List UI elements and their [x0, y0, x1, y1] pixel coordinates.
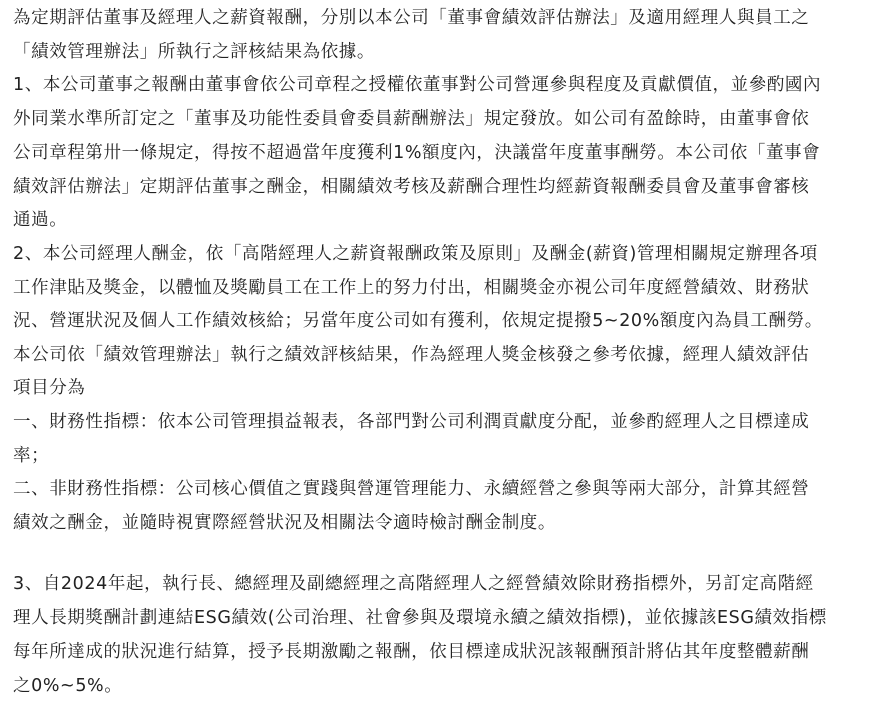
text-line: 績效評估辦法」定期評估董事之酬金，相關績效考核及薪酬合理性均經薪資報酬委員會及董事會審核: [13, 177, 810, 197]
text-line: 績效之酬金，並隨時視實際經營狀況及相關法令適時檢討酬金制度。: [13, 513, 556, 533]
text-line: 況、營運狀況及個人工作績效核給；另當年度公司如有獲利，依規定提撥5~20%額度內為員工酬勞。: [13, 311, 823, 331]
text-line: 外同業水準所訂定之「董事及功能性委員會委員薪酬辦法」規定發放。如公司有盈餘時，由董事會依: [13, 109, 810, 129]
text-line: 公司章程第卅一條規定，得按不超過當年度獲利1%額度內，決議當年度董事酬勞。本公司依「董事會: [13, 143, 821, 163]
text-line: 為定期評估董事及經理人之薪資報酬，分別以本公司「董事會績效評估辦法」及適用經理人與員工之: [13, 8, 810, 28]
text-line: 項目分為: [13, 378, 86, 398]
text-line: 每年所達成的狀況進行結算，授予長期激勵之報酬，依目標達成狀況該報酬預計將佔其年度整體薪酬: [13, 642, 810, 662]
text-line: 通過。: [13, 210, 68, 230]
text-line: 之0%~5%。: [13, 676, 123, 696]
text-line: 1、本公司董事之報酬由董事會依公司章程之授權依董事對公司營運參與程度及貢獻價值，並參酌國內: [13, 75, 822, 95]
text-line: 理人長期獎酬計劃連結ESG績效(公司治理、社會參與及環境永續之績效指標)，並依據該ESG績效指標: [13, 608, 827, 628]
text-line: 工作津貼及獎金，以體恤及獎勵員工在工作上的努力付出，相關獎金亦視公司年度經營績效、財務狀: [13, 278, 810, 298]
text-line: 「績效管理辦法」所執行之評核結果為依據。: [13, 42, 375, 62]
text-line: 一、財務性指標：依本公司管理損益報表，各部門對公司利潤貢獻度分配，並參酌經理人之目標達成: [13, 412, 810, 432]
text-line: 率；: [13, 446, 50, 466]
text-line: 本公司依「績效管理辦法」執行之績效評核結果，作為經理人獎金核發之參考依據，經理人績效評估: [13, 345, 810, 365]
text-line: 3、自2024年起，執行長、總經理及副總經理之高階經理人之經營績效除財務指標外，另訂定高階經: [13, 574, 814, 594]
text-line: 二、非財務性指標：公司核心價值之實踐與營運管理能力、永續經營之參與等兩大部分，計算其經營: [13, 479, 810, 499]
text-line: 2、本公司經理人酬金，依「高階經理人之薪資報酬政策及原則」及酬金(薪資)管理相關規定辦理各項: [13, 244, 818, 264]
